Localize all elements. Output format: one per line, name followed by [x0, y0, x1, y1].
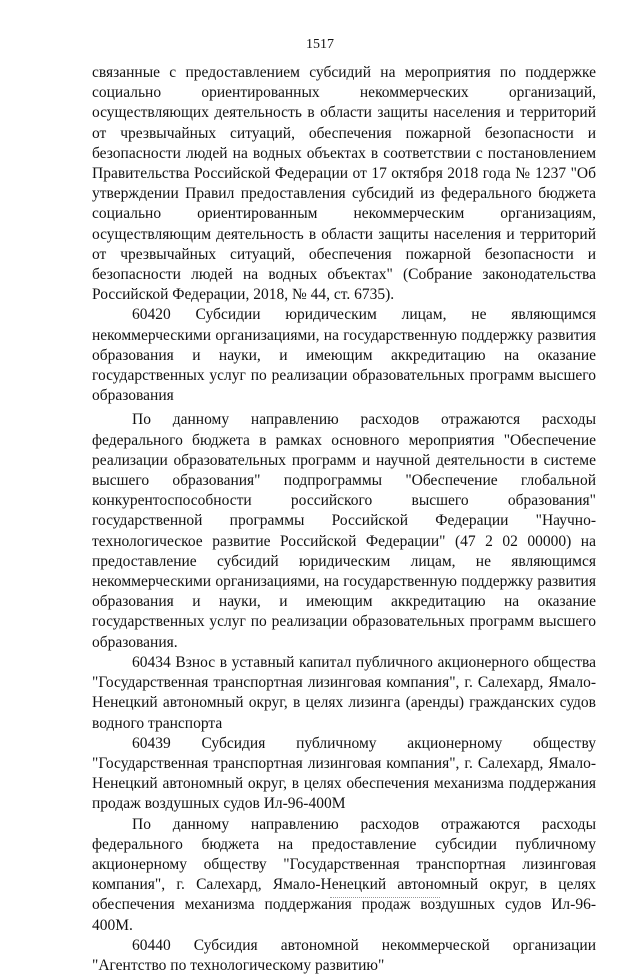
paragraph-code-60440: 60440 Субсидия автономной некоммерческой организации "Агентство по технологическому развитию" — [92, 936, 596, 974]
paragraph-description-60439: По данному направлению расходов отражаются расходы федерального бюджета на предоставление субсидии публичному акционерному обществу "Государственная транспортная лизинговая компания", г. Салехард, Ямало-Ненецкий автономный округ, в целях обеспечения механизма поддержания продаж воздушных судов Ил-96-400М. — [92, 815, 596, 934]
page-number: 1517 — [306, 37, 334, 52]
paragraph-code-60434: 60434 Взнос в уставный капитал публичного акционерного общества "Государственная транспортная лизинговая компания", г. Салехард, Ямало-Ненецкий автономный округ, в целях лизинга (аренды) гражданских судов водного транспорта — [92, 653, 596, 732]
paragraph-description-60420: По данному направлению расходов отражаются расходы федерального бюджета в рамках основного мероприятия "Обеспечение реализации образовательных программ и научной деятельности в системе высшего образования" подпрограммы "Обеспечение глобальной конкурентоспособности российского высшего образования" государственной программы Российской Федерации "Научно-технологическое развитие Российской Федерации" (47 2 02 00000) на предоставление субсидий юридическим лицам, не являющимся некоммерческими организациями, на государственную поддержку развития образования и науки, и имеющим аккредитацию на оказание государственных услуг по реализации образовательных программ высшего образования. — [92, 411, 596, 651]
paragraph-code-60420: 60420 Субсидии юридическим лицам, не являющимся некоммерческими организациями, на государственную поддержку развития образования и науки, и имеющим аккредитацию на оказание государственных услуг по реализации образовательных программ высшего образования — [92, 306, 596, 405]
paragraph-code-60439: 60439 Субсидия публичному акционерному обществу "Государственная транспортная лизинговая компания", г. Салехард, Ямало-Ненецкий автономный округ, в целях обеспечения механизма поддержания продаж воздушных судов Ил-96-400М — [92, 734, 596, 813]
scan-artifact-line — [330, 897, 440, 898]
paragraph-continuation: связанные с предоставлением субсидий на мероприятия по поддержке социально ориентированных некоммерческих организаций, осуществляющих деятельность в области защиты населения и территорий от чрезвычайных ситуаций, обеспечения пожарной безопасности и безопасности людей на водных объектах в соответствии с постановлением Правительства Российской Федерации от 17 октября 2018 года № 1237 "Об утверждении Правил предоставления субсидий из федерального бюджета социально ориентированным некоммерческим организациям, осуществляющим деятельность в области защиты населения и территорий от чрезвычайных ситуаций, обеспечения пожарной безопасности и безопасности людей на водных объектах" (Собрание законодательства Российской Федерации, 2018, № 44, ст. 6735). — [92, 64, 596, 304]
document-body — [92, 63, 596, 976]
